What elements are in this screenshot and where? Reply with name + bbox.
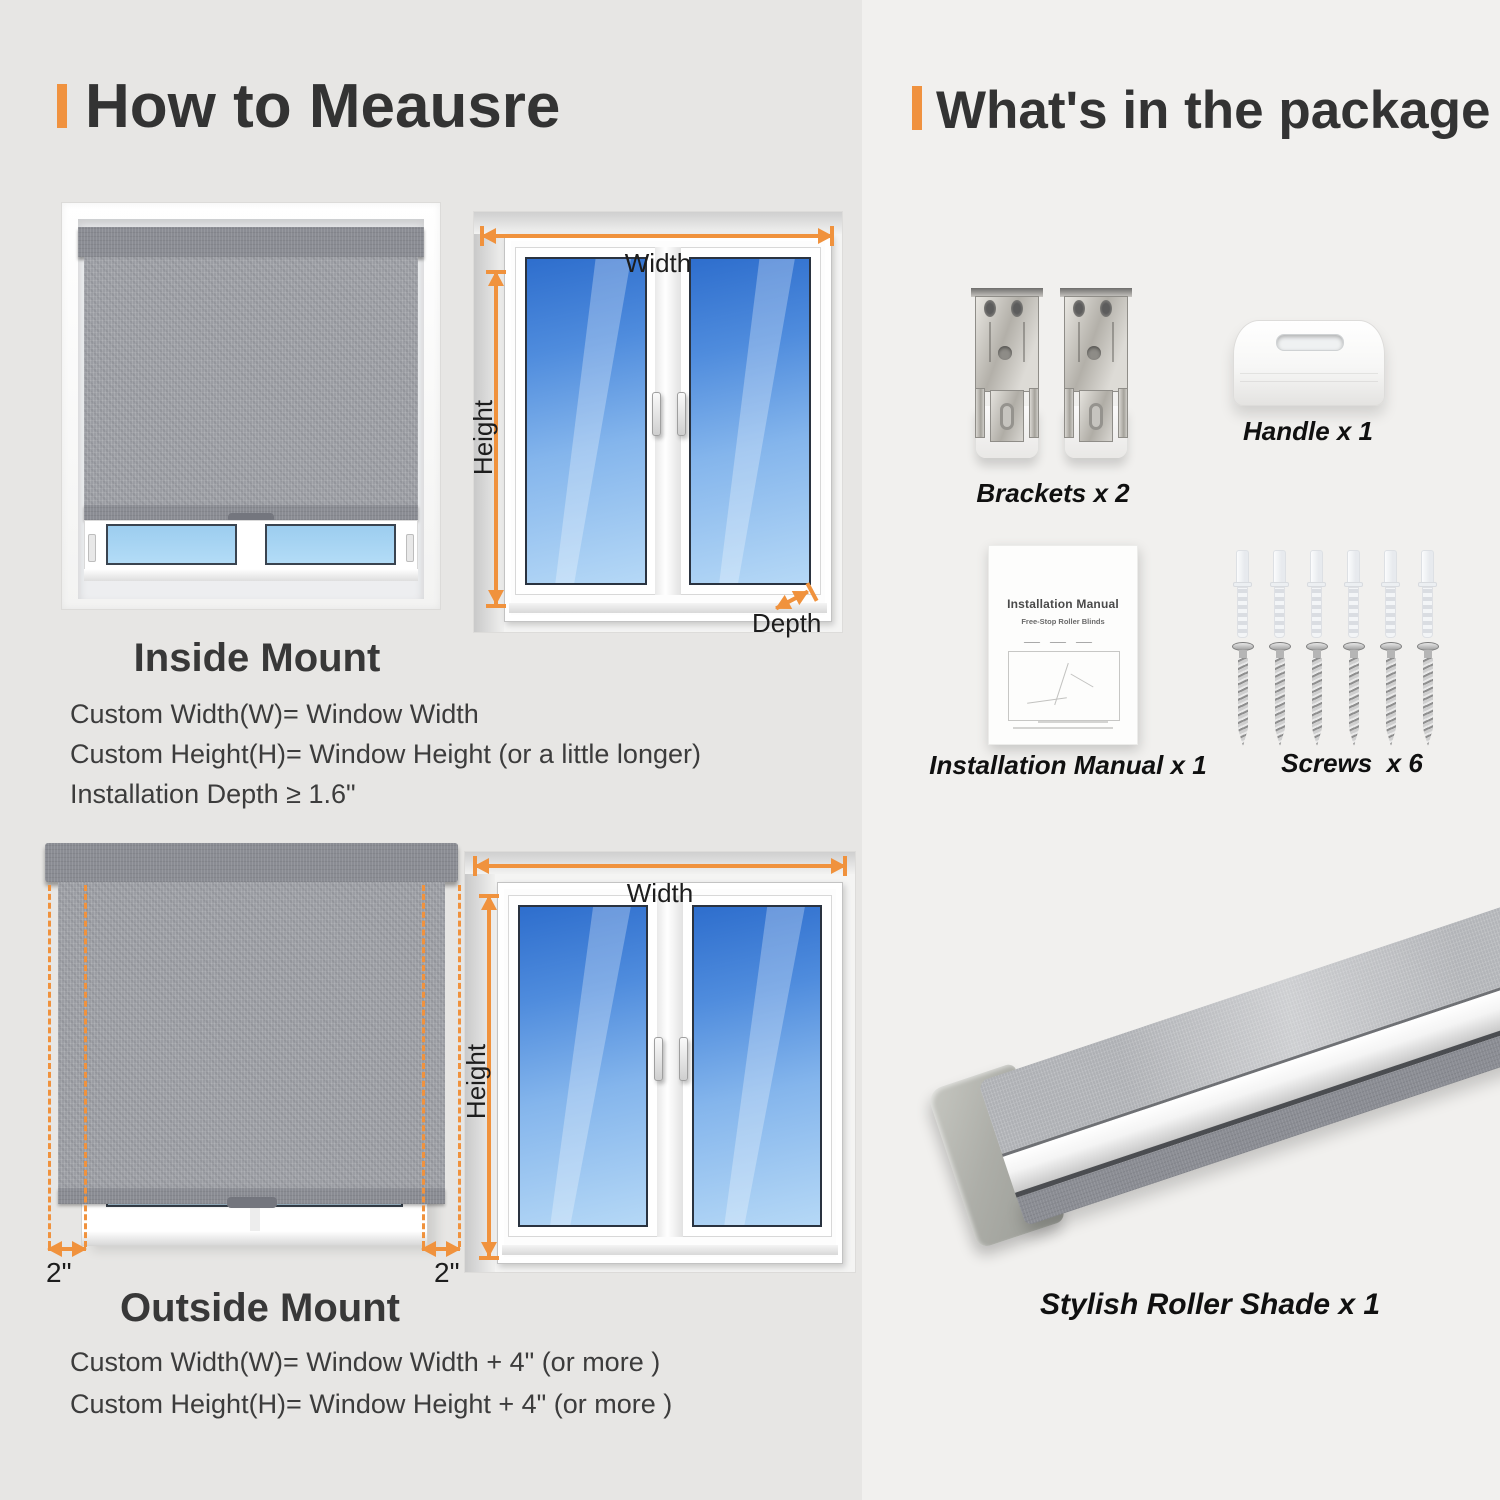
window-recess	[78, 219, 424, 599]
window-handle	[679, 1037, 688, 1081]
installation-manual-label: Installation Manual x 1	[929, 750, 1207, 780]
arrowhead-right	[72, 1241, 87, 1257]
window-glass-pane	[265, 524, 396, 565]
arrowhead-down	[481, 1242, 497, 1257]
arrowhead-up	[481, 895, 497, 910]
window-sash-left	[508, 895, 658, 1237]
width-arrow	[475, 864, 845, 868]
handle-image	[1233, 320, 1385, 406]
shade-cassette	[45, 843, 458, 882]
width-label: Width	[624, 248, 692, 278]
screw	[1417, 642, 1439, 746]
recess-wall-top	[474, 212, 842, 234]
manual-sketch-mark	[1024, 635, 1045, 643]
manual-title: Installation Manual	[1007, 597, 1119, 611]
bracket-center-hole	[998, 346, 1012, 360]
window-handle	[88, 534, 96, 562]
window-glass	[689, 257, 811, 585]
arrowhead-left	[421, 1241, 436, 1257]
handle-slot	[1276, 334, 1344, 351]
shade-fabric	[84, 257, 418, 505]
bracket-oval-slot	[1000, 403, 1014, 430]
inside-mount-line-1: Custom Width(W)= Window Width	[70, 699, 479, 729]
window-glass	[692, 905, 822, 1227]
manual-fine-print	[1013, 727, 1113, 729]
manual-sketch-mark	[1076, 635, 1097, 643]
inside-mount-heading: Inside Mount	[133, 636, 381, 680]
brackets-label: Brackets x 2	[976, 478, 1130, 508]
outside-mount-line-1: Custom Width(W)= Window Width + 4" (or more )	[70, 1347, 661, 1377]
accent-bar-left	[57, 84, 67, 128]
shade-fabric	[58, 882, 445, 1188]
arrowhead-left	[481, 228, 496, 244]
wall-anchor	[1309, 550, 1324, 638]
outside-mount-shade-illustration	[42, 843, 467, 1288]
wall-anchor	[1383, 550, 1398, 638]
bracket-stamped-line	[1078, 322, 1080, 362]
glass-reflection	[520, 907, 646, 1225]
window-sash-right	[682, 895, 832, 1237]
window-handle	[652, 392, 661, 436]
gap-guide-right-inner	[422, 885, 425, 1247]
width-arrow	[482, 234, 832, 238]
window-glass-pane	[106, 524, 237, 565]
recess-wall-top	[465, 852, 855, 874]
window-sill	[84, 569, 418, 581]
inside-mount-shade-illustration	[62, 203, 440, 609]
bracket-lower-plate	[990, 390, 1024, 442]
arrowhead-right	[831, 858, 846, 874]
window-handle	[654, 1037, 663, 1081]
wall-anchor	[1235, 550, 1250, 638]
window-glass	[525, 257, 647, 585]
bracket-image	[973, 288, 1041, 460]
screw	[1269, 642, 1291, 746]
wall-anchor	[1272, 550, 1287, 638]
handle-label: Handle x 1	[1242, 416, 1374, 446]
glass-reflection	[691, 259, 809, 583]
manual-fine-print	[1038, 721, 1108, 723]
wall-anchor	[1420, 550, 1435, 638]
outside-mount-heading: Outside Mount	[120, 1286, 400, 1330]
handle-groove	[1240, 381, 1378, 382]
arrowhead-left	[474, 858, 489, 874]
installation-manual-image	[988, 545, 1138, 745]
gap-guide-left-inner	[84, 885, 87, 1247]
gap-label-left: 2"	[46, 1257, 72, 1288]
window-bottom-section	[84, 520, 418, 581]
roller-shade-label: Stylish Roller Shade x 1	[1039, 1288, 1381, 1321]
gap-guide-left-outer	[48, 885, 51, 1247]
bracket-hole	[1073, 300, 1085, 317]
manual-subtitle: Free-Stop Roller Blinds	[1021, 617, 1105, 626]
bracket-center-hole	[1087, 346, 1101, 360]
bracket-side-rail	[1064, 388, 1074, 438]
screw	[1380, 642, 1402, 746]
wall-anchor	[1346, 550, 1361, 638]
bracket-side-rail	[975, 388, 985, 438]
accent-bar-right	[912, 86, 922, 130]
inside-mount-line-3: Installation Depth ≥ 1.6"	[70, 779, 356, 809]
gap-arrow-right	[422, 1247, 460, 1251]
outside-mount-measure-window	[461, 852, 855, 1272]
bracket-stamped-line	[1023, 322, 1025, 362]
screws-group	[1235, 550, 1450, 760]
window-sash-right	[679, 247, 821, 595]
section-title-package: What's in the package	[936, 81, 1491, 140]
window-frame	[504, 234, 832, 622]
bracket-side-rail	[1118, 388, 1128, 438]
bracket-oval-slot	[1089, 403, 1103, 430]
height-label: Height	[461, 1043, 492, 1120]
bracket-image	[1062, 288, 1130, 460]
bracket-lower-plate	[1079, 390, 1113, 442]
window-sill	[82, 1231, 427, 1245]
inside-mount-line-2: Custom Height(H)= Window Height (or a little longer)	[70, 739, 701, 769]
shade-cassette	[78, 227, 424, 257]
arrowhead-left	[47, 1241, 62, 1257]
bracket-stamped-line	[989, 322, 991, 362]
pull-handle-tab	[227, 1197, 277, 1208]
gap-label-right: 2"	[434, 1257, 460, 1288]
window-handle	[677, 392, 686, 436]
arrowhead-down	[488, 590, 504, 605]
glass-reflection	[527, 259, 645, 583]
manual-diagram-line	[1027, 697, 1067, 704]
arrowhead-right	[818, 228, 833, 244]
height-label: Height	[468, 399, 499, 476]
window-handle	[406, 534, 414, 562]
bracket-hole	[1100, 300, 1112, 317]
manual-diagram-box	[1008, 651, 1120, 721]
section-title-how-to-measure: How to Meausre	[85, 72, 561, 141]
window-frame	[497, 882, 843, 1264]
manual-sketch-mark	[1050, 635, 1071, 643]
shade-bottom-rail	[58, 1188, 445, 1204]
bracket-side-rail	[1029, 388, 1039, 438]
depth-label: Depth	[752, 608, 822, 638]
screw	[1232, 642, 1254, 746]
window-glass	[518, 905, 648, 1227]
window-sash-left	[515, 247, 657, 595]
arrowhead-up	[488, 271, 504, 286]
gap-arrow-left	[48, 1247, 86, 1251]
handle-groove	[1240, 373, 1378, 374]
bracket-hole	[1011, 300, 1023, 317]
glass-reflection	[694, 907, 820, 1225]
outside-mount-line-2: Custom Height(H)= Window Height + 4" (or more )	[70, 1389, 673, 1419]
bracket-stamped-line	[1112, 322, 1114, 362]
screw	[1306, 642, 1328, 746]
shade-bottom-rail	[84, 505, 418, 520]
inside-mount-measure-window	[468, 212, 842, 638]
manual-diagram-line	[1070, 674, 1093, 688]
width-label: Width	[626, 878, 694, 908]
screws-label: Screws x 6	[1281, 748, 1423, 778]
screw	[1343, 642, 1365, 746]
bracket-hole	[984, 300, 996, 317]
window-sill	[502, 1245, 838, 1255]
arrowhead-right	[446, 1241, 461, 1257]
